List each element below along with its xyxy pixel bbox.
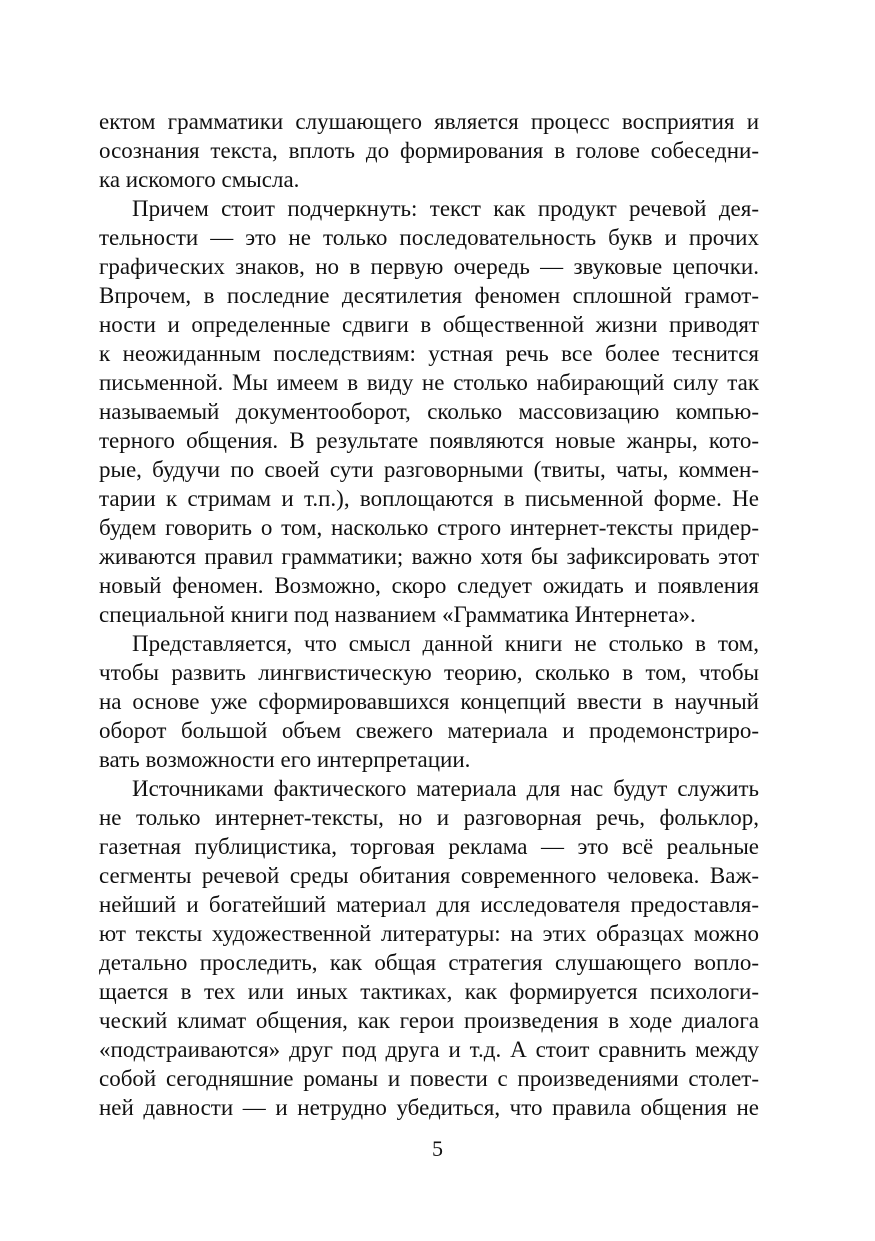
text-line: живаются правил грамматики; важно хотя бы зафиксировать этот (99, 544, 759, 569)
text-line: специальной книги под названием «Грамматика Интернета». (99, 602, 696, 627)
text-line: графических знаков, но в первую очередь — звуковые цепочки. (99, 254, 759, 279)
text-line: нейший и богатейший материал для исследователя предоставля- (99, 892, 759, 917)
text-line: называемый документооборот, сколько массовизацию компью- (99, 399, 759, 424)
text-line: Представляется, что смысл данной книги не столько в том, (132, 631, 759, 656)
text-line: «подстраиваются» друг под друга и т.д. А стоит сравнить между (99, 1037, 759, 1062)
text-line: собой сегодняшние романы и повести с произведениями столет- (99, 1066, 759, 1091)
text-line: вать возможности его интерпретации. (99, 747, 471, 772)
text-line: оборот большой объем свежего материала и продемонстриро- (99, 718, 759, 743)
body-text (99, 107, 759, 1122)
text-line: сегменты речевой среды обитания современного человека. Важ- (99, 863, 759, 888)
text-line: рые, будучи по своей сути разговорными (твиты, чаты, коммен- (99, 457, 759, 482)
paragraph-4 (99, 774, 759, 1122)
text-line: Причем стоит подчеркнуть: текст как продукт речевой дея- (132, 196, 759, 221)
text-line: ют тексты художественной литературы: на этих образцах можно (99, 921, 759, 946)
paragraph-3 (99, 629, 759, 774)
text-line: ней давности — и нетрудно убедиться, что правила общения не (99, 1095, 759, 1120)
text-line: новый феномен. Возможно, скоро следует ожидать и появления (99, 573, 759, 598)
text-line: к неожиданным последствиям: устная речь все более теснится (99, 341, 759, 366)
text-line: тельности — это не только последовательность букв и прочих (99, 225, 759, 250)
text-line: не только интернет-тексты, но и разговорная речь, фольклор, (99, 805, 759, 830)
text-line: тарии к стримам и т.п.), воплощаются в письменной форме. Не (99, 486, 759, 511)
paragraph-1 (99, 107, 759, 194)
text-line: осознания текста, вплоть до формирования в голове собеседни- (99, 138, 759, 163)
text-line: Впрочем, в последние десятилетия феномен сплошной грамот- (99, 283, 759, 308)
paragraph-2 (99, 194, 759, 629)
text-line: ектом грамматики слушающего является процесс восприятия и (99, 109, 759, 134)
text-line: письменной. Мы имеем в виду не столько набирающий силу так (99, 370, 759, 395)
text-line: ческий климат общения, как герои произведения в ходе диалога (99, 1008, 759, 1033)
text-line: ности и определенные сдвиги в общественной жизни приводят (99, 312, 759, 337)
text-line: газетная публицистика, торговая реклама — это всё реальные (99, 834, 759, 859)
text-line: на основе уже сформировавшихся концепций ввести в научный (99, 689, 759, 714)
text-line: Источниками фактического материала для нас будут служить (132, 776, 759, 801)
text-line: ка искомого смысла. (99, 167, 300, 192)
text-line: щается в тех или иных тактиках, как формируется психологи- (99, 979, 759, 1004)
text-line: чтобы развить лингвистическую теорию, сколько в том, чтобы (99, 660, 759, 685)
text-line: терного общения. В результате появляются новые жанры, кото- (99, 428, 759, 453)
text-line: детально проследить, как общая стратегия слушающего вопло- (99, 950, 759, 975)
page-number: 5 (432, 1136, 443, 1161)
text-line: будем говорить о том, насколько строго интернет-тексты придер- (99, 515, 759, 540)
